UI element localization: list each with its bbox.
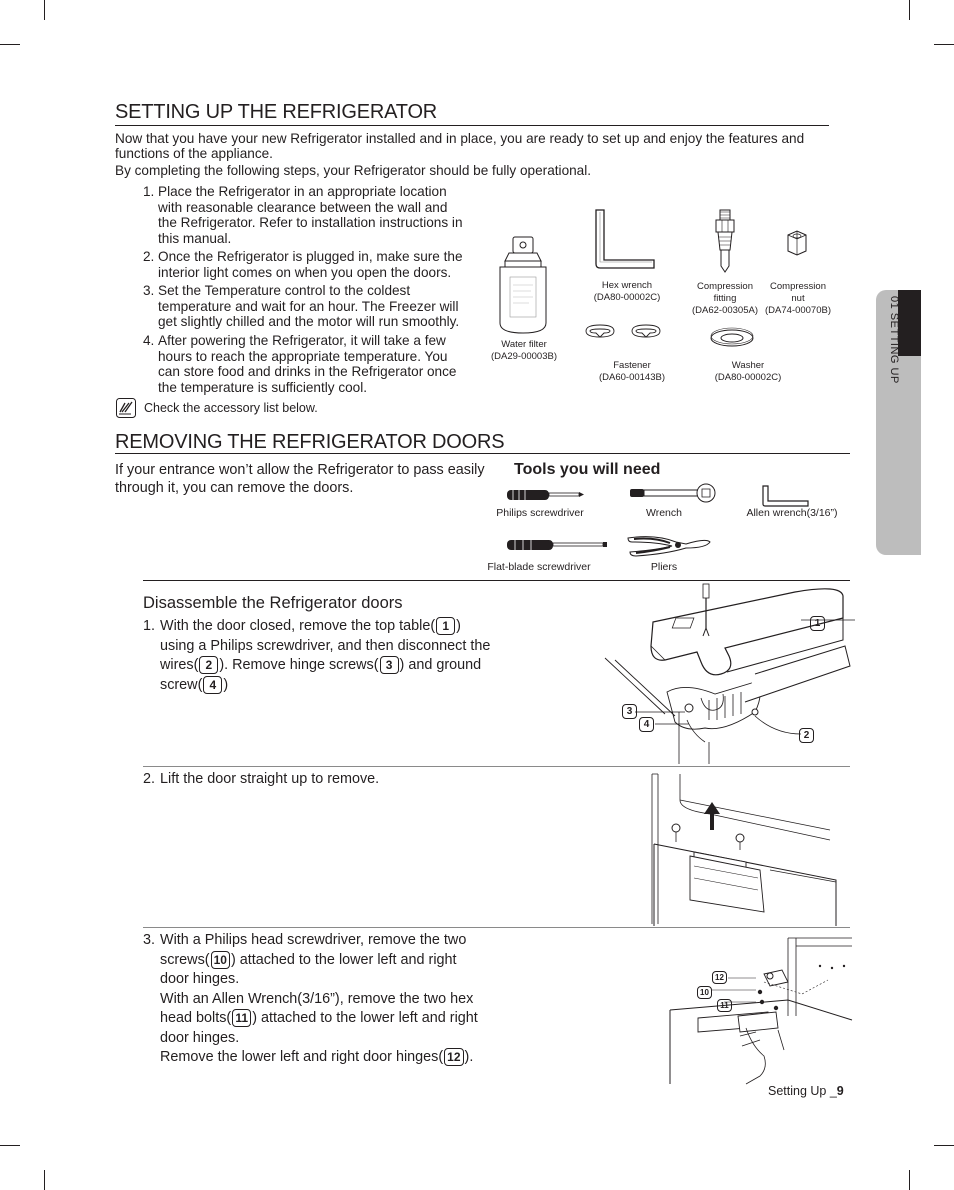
crop-mark <box>909 1170 910 1190</box>
compression-nut-caption: Compression nut (DA74-00070B) <box>764 281 831 316</box>
compression-nut-image <box>785 229 809 257</box>
footer-section: Setting Up _ <box>768 1084 837 1098</box>
callout-badge-4: 4 <box>203 676 222 694</box>
diagram-callout-4: 4 <box>639 717 654 732</box>
hex-wrench-image <box>592 208 658 272</box>
chapter-side-tab-marker <box>898 290 921 356</box>
pliers-image <box>626 532 712 560</box>
crop-mark <box>44 0 45 20</box>
disassemble-title: Disassemble the Refrigerator doors <box>143 594 403 612</box>
philips-screwdriver-caption: Philips screwdriver <box>496 507 584 519</box>
setup-intro-line1b: functions of the appliance. <box>115 146 273 161</box>
removing-title-rule <box>115 453 850 454</box>
tools-title: Tools you will need <box>514 461 661 478</box>
callout-badge-1: 1 <box>436 617 455 635</box>
water-filter-caption: Water filter (DA29-00003B) <box>490 339 557 362</box>
allen-wrench-tool-image <box>760 484 810 508</box>
wrench-image <box>628 482 718 504</box>
crop-mark <box>44 1170 45 1190</box>
water-filter-image <box>497 235 549 335</box>
flat-blade-screwdriver-caption: Flat-blade screwdriver <box>487 561 591 573</box>
crop-mark <box>909 0 910 20</box>
callout-badge-3: 3 <box>380 656 399 674</box>
crop-mark <box>934 44 954 45</box>
page-number: 9 <box>836 1084 844 1098</box>
diagram-callout-12: 12 <box>712 971 727 984</box>
diagram-callout-3: 3 <box>622 704 637 719</box>
disassemble-top-rule <box>143 580 850 581</box>
setup-section-title: SETTING UP THE REFRIGERATOR <box>115 101 438 123</box>
crop-mark <box>0 44 20 45</box>
removing-intro: If your entrance won’t allow the Refrigerator to pass easily through it, you can remove the doors. <box>115 462 485 496</box>
diagram-callout-11: 11 <box>717 999 732 1012</box>
callout-badge-2: 2 <box>199 656 218 674</box>
page-footer <box>768 1084 844 1098</box>
hex-wrench-caption: Hex wrench (DA80-00002C) <box>593 280 661 303</box>
fastener-caption: Fastener (DA60-00143B) <box>598 360 665 383</box>
crop-mark <box>934 1145 954 1146</box>
setup-title-rule <box>115 125 829 126</box>
disassemble-step2-rule <box>143 766 850 767</box>
crop-mark <box>0 1145 20 1146</box>
allen-wrench-caption: Allen wrench(3/16”) <box>746 507 838 519</box>
washer-caption: Washer (DA80-00002C) <box>714 360 782 383</box>
lower-hinge-diagram <box>668 936 852 1084</box>
setup-intro-line2: By completing the following steps, your Refrigerator should be fully operational. <box>115 163 592 178</box>
diagram-callout-2: 2 <box>799 728 814 743</box>
diagram-callout-10: 10 <box>697 986 712 999</box>
removing-section-title: REMOVING THE REFRIGERATOR DOORS <box>115 431 505 453</box>
setup-intro-line1: Now that you have your new Refrigerator installed and in place, you are ready to set up and enjoy the features and <box>115 131 805 146</box>
diagram-callout-1: 1 <box>810 616 825 631</box>
fastener-image <box>584 323 674 339</box>
note-icon <box>116 398 136 418</box>
pliers-caption: Pliers <box>650 561 678 573</box>
compression-fitting-image <box>712 210 738 274</box>
lift-door-diagram <box>650 770 850 926</box>
washer-image <box>708 328 756 348</box>
disassemble-step3-rule <box>143 927 850 928</box>
callout-badge-11: 11 <box>232 1009 251 1027</box>
callout-badge-10: 10 <box>211 951 230 969</box>
callout-badge-12: 12 <box>444 1048 463 1066</box>
compression-fitting-caption: Compression fitting (DA62-00305A) <box>691 281 758 316</box>
flat-blade-screwdriver-image <box>505 537 609 553</box>
note-text: Check the accessory list below. <box>144 401 318 415</box>
wrench-caption: Wrench <box>646 507 682 519</box>
philips-screwdriver-image <box>505 487 585 503</box>
chapter-side-label: 01 SETTING UP <box>888 296 900 384</box>
